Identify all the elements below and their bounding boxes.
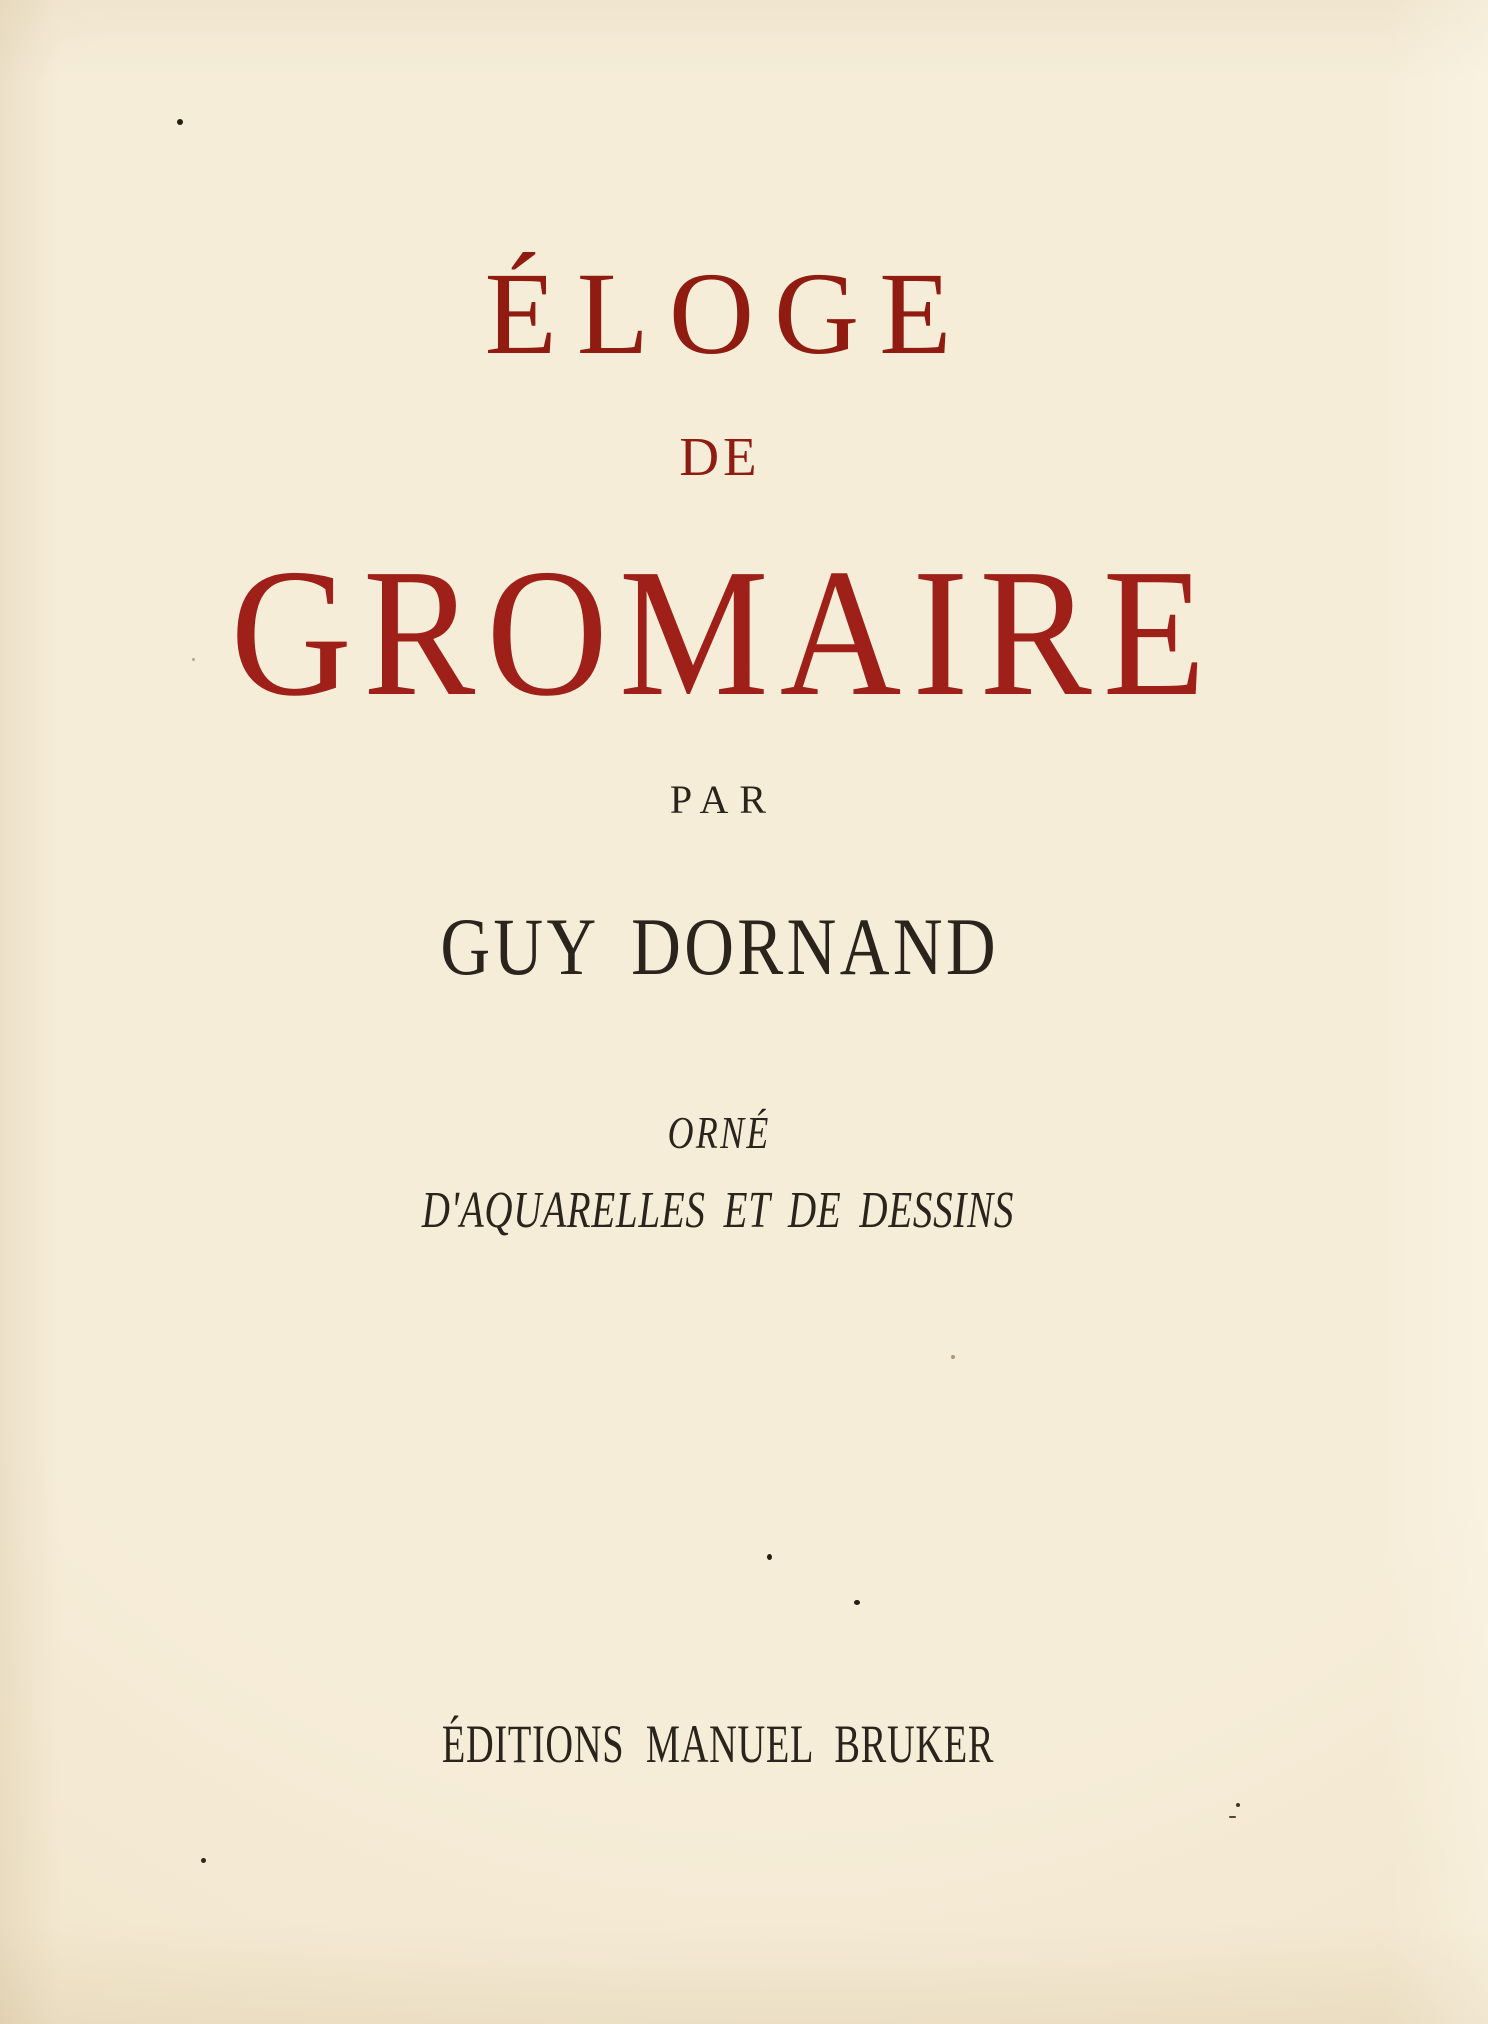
paper-speck xyxy=(767,1554,772,1560)
paper-speck xyxy=(177,119,183,125)
byline-prefix: PAR xyxy=(669,777,778,822)
paper-speck xyxy=(192,658,195,661)
title-word-eloge: ÉLOGE xyxy=(484,248,972,379)
paper-speck xyxy=(201,1858,206,1863)
title-word-de: DE xyxy=(679,426,761,487)
paper-speck xyxy=(854,1600,860,1605)
publisher-imprint: ÉDITIONS MANUEL BRUKER xyxy=(441,1714,995,1774)
paper-speck xyxy=(1236,1803,1240,1807)
author-name: GUY DORNAND xyxy=(440,901,1000,992)
paper-speck xyxy=(1229,1816,1236,1818)
paper-speck xyxy=(951,1355,955,1359)
subtitle-line-1: ORNÉ xyxy=(667,1107,771,1158)
title-word-gromaire: GROMAIRE xyxy=(230,531,1217,734)
subtitle-line-2: D'AQUARELLES ET DE DESSINS xyxy=(421,1182,1015,1239)
